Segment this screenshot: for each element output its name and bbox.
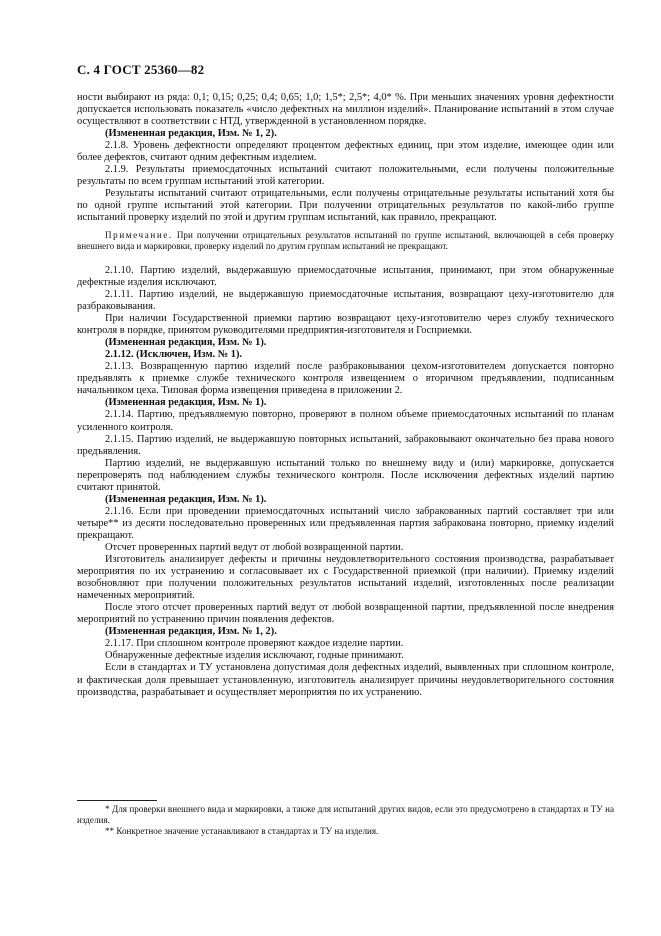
- clause-2-1-16: 2.1.16. Если при проведении приемосдаточных испытаний число забракованных партий составляет три или четыре** из десяти последовательно проверенных или предъявленная партия забракована повторно, приемку изделий прекращают.: [77, 505, 614, 541]
- paragraph: При наличии Государственной приемки партию возвращают цеху-изготовителю через службу технического контроля в порядке, принятом руководителями предприятия-изготовителя и Госприемки.: [77, 313, 614, 337]
- amendment-note: (Измененная редакция, Изм. № 1).: [105, 337, 267, 349]
- clause-2-1-11: 2.1.11. Партию изделий, не выдержавшую приемосдаточные испытания, возвращают цеху-изготовителю для разбраковывания.: [77, 289, 614, 313]
- document-body: [77, 92, 614, 699]
- footnote-divider: [77, 800, 157, 801]
- clause-2-1-8: 2.1.8. Уровень дефектности определяют процентом дефектных единиц, при этом изделие, имеющее один или более дефектов, считают одним дефектным изделием.: [77, 140, 614, 164]
- amendment-note: (Измененная редакция, Изм. № 1, 2).: [105, 128, 277, 140]
- clause-2-1-9: 2.1.9. Результаты приемосдаточных испытаний считают положительными, если получены положительные результаты по всем группам испытаний этой категории.: [77, 164, 614, 188]
- paragraph: Результаты испытаний считают отрицательными, если получены отрицательные результаты испытаний хотя бы по одной группе испытаний этой категории. При получении отрицательных результатов по какой-либо группе испытаний проверку изделий по этой и другим группам испытаний, как правило, прекращают.: [77, 188, 614, 224]
- paragraph: Партию изделий, не выдержавшую испытаний только по внешнему виду и (или) маркировке, допускается перепроверять под наблюдением службы технического контроля. После исключения дефектных изделий партию считают принятой.: [77, 457, 614, 493]
- clause-2-1-12: 2.1.12. (Исключен, Изм. № 1).: [105, 349, 243, 361]
- footnote-1: * Для проверки внешнего вида и маркировки, а также для испытаний других видов, если это предусмотрено в стандартах и ТУ на изделия.: [77, 804, 614, 826]
- note-text: При получении отрицательных результатов испытаний по группе испытаний, включающей в себя проверку внешнего вида и маркировки, проверку изделий по другим группам испытаний не прекращают.: [77, 229, 614, 251]
- paragraph: Обнаруженные дефектные изделия исключают, годные принимают.: [105, 650, 404, 662]
- clause-2-1-10: 2.1.10. Партию изделий, выдержавшую приемосдаточные испытания, принимают, при этом обнаруженные дефектные изделия исключают.: [77, 264, 614, 288]
- footnotes: [77, 800, 614, 838]
- paragraph: Изготовитель анализирует дефекты и причины неудовлетворительного состояния производства, разрабатывает мероприятия по их устранению и согласовывает их с Государственной приемкой (при наличии). Приемку изделий возобновляют при получении положительных результатов испытаний изделий, изготовленных после реализации намеченных мероприятий.: [77, 554, 614, 602]
- paragraph: Отсчет проверенных партий ведут от любой возвращенной партии.: [105, 542, 404, 553]
- clause-2-1-15: 2.1.15. Партию изделий, не выдержавшую повторных испытаний, забраковывают окончательно без права нового предъявления.: [77, 433, 614, 457]
- clause-2-1-13: 2.1.13. Возвращенную партию изделий после разбраковывания цехом-изготовителем допускается повторно предъявлять к приемке службе технического контроля извещением о вторичном предъявлении, подписанным начальником цеха. Типовая форма извещения приведена в приложении 2.: [77, 361, 614, 397]
- clause-2-1-17: 2.1.17. При сплошном контроле проверяют каждое изделие партии.: [105, 638, 404, 650]
- amendment-note: (Измененная редакция, Изм. № 1, 2).: [105, 626, 277, 638]
- paragraph: Если в стандартах и ТУ установлена допустимая доля дефектных изделий, выявленных при сплошном контроле, и фактическая доля превышает установленную, изготовитель анализирует причины неудовлетворительного состояния производства, разрабатывает и осуществляет мероприятия по их устранению.: [77, 662, 614, 698]
- paragraph-continuation: ности выбирают из ряда: 0,1; 0,15; 0,25; 0,4; 0,65; 1,0; 1,5*; 2,5*; 4,0* %. При меньших значениях уровня дефектности допускается использовать показатель «число дефектных на миллион изделий». Планирование испытаний в этом случае осуществляют в соответствии с НТД, утвержденной в установленном порядке.: [77, 92, 614, 128]
- clause-2-1-14: 2.1.14. Партию, предъявляемую повторно, проверяют в полном объеме приемосдаточных испытаний по планам усиленного контроля.: [77, 409, 614, 433]
- note: [77, 230, 614, 252]
- footnote-2: ** Конкретное значение устанавливают в стандартах и ТУ на изделия.: [105, 826, 379, 837]
- page-header: С. 4 ГОСТ 25360—82: [77, 62, 205, 77]
- note-label: Примечание.: [105, 229, 173, 240]
- amendment-note: (Измененная редакция, Изм. № 1).: [105, 493, 267, 505]
- paragraph: После этого отсчет проверенных партий ведут от любой возвращенной партии, предъявленной после внедрения мероприятий по устранению причин появления дефектов.: [77, 602, 614, 626]
- amendment-note: (Измененная редакция, Изм. № 1).: [105, 397, 267, 409]
